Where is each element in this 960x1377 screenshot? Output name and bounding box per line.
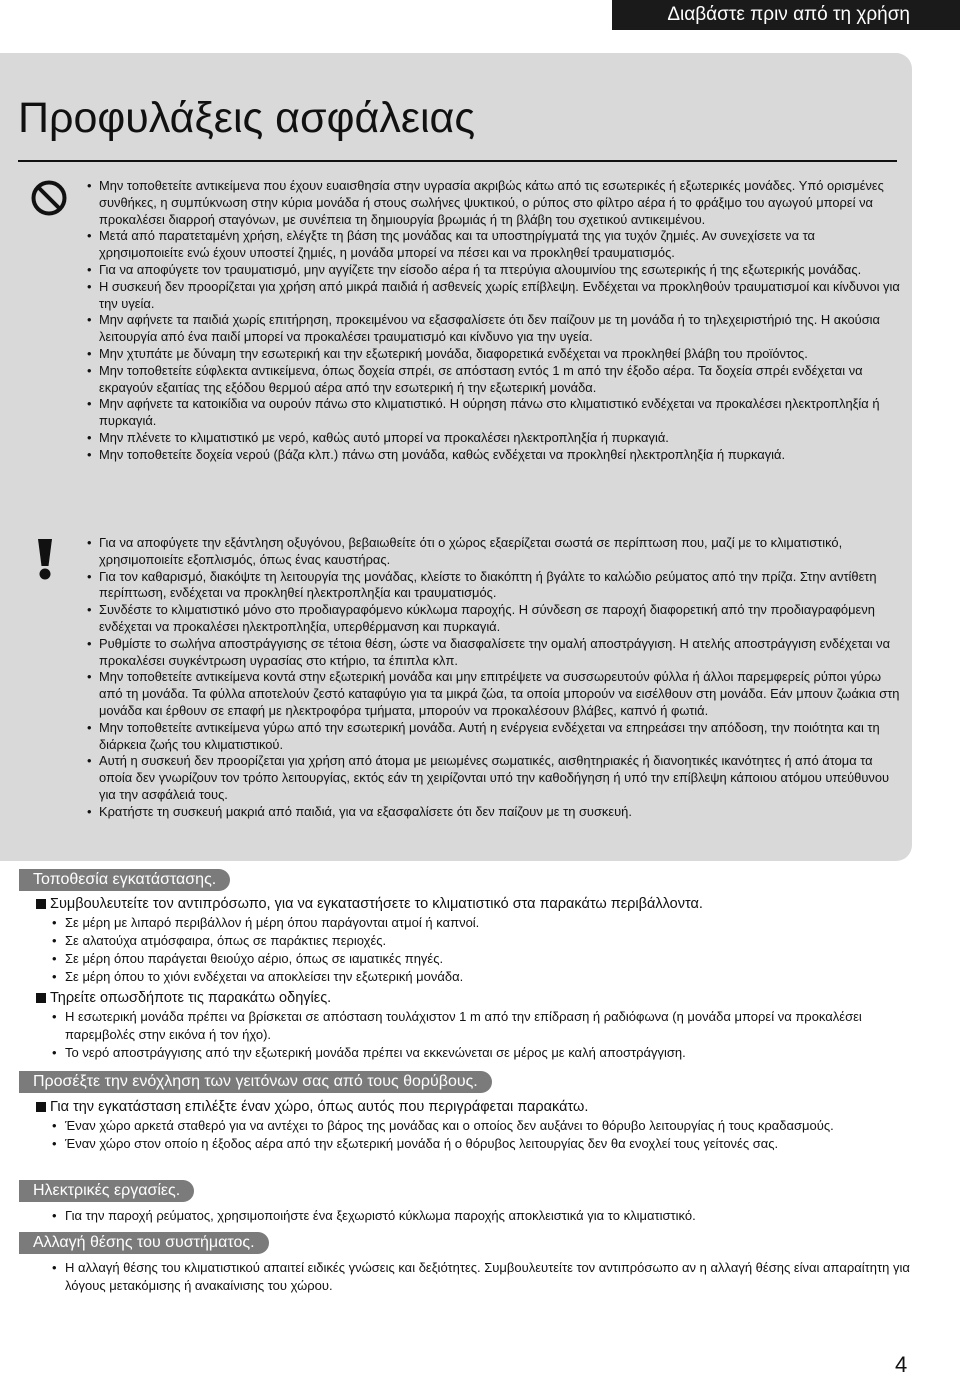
list-item: • Σε αλατούχα ατμόσφαιρα, όπως σε παράκτιες περιοχές. [52,932,912,950]
section-header-tab: Διαβάστε πριν από τη χρήση [612,0,960,30]
noise-choose-note: Για την εγκατάσταση επιλέξτε έναν χώρο, όπως αυτός που περιγράφεται παρακάτω. [36,1098,588,1116]
list-item: • Μην τοποθετείτε εύφλεκτα αντικείμενα, όπως δοχεία σπρέι, σε απόσταση εντός 1 m από την έξοδο αέρα. Τα δοχεία σπρέι ενδέχεται να εκραγούν εξαιτίας της εξόδου θερμού αέρα από την εσωτερική ή την εξωτερική μονάδα. [85,363,900,397]
installation-environment-list [52,914,912,986]
list-item: • Για την παροχή ρεύματος, χρησιμοποιήστε ένα ξεχωριστό κύκλωμα παροχής αποκλειστικά για το κλιματιστικό. [52,1207,912,1225]
list-item: • Η εσωτερική μονάδα πρέπει να βρίσκεται σε απόσταση τουλάχιστον 1 m από την επίδραση ή ραδιόφωνα (η μονάδα μπορεί να προκαλέσει παρεμβολές στην εικόνα ή τον ήχο). [52,1008,912,1044]
relocation-list [52,1259,912,1295]
list-item: • Ρυθμίστε το σωλήνα αποστράγγισης σε τέτοια θέση, ώστε να διασφαλίσετε την ομαλή αποστράγγιση. Η ατελής αποστράγγιση ενδέχεται να προκαλέσει συγκέντρωση υγρασίας στο κτήριο, τα έπιπλα κλπ. [85,636,900,670]
prohibition-icon [31,180,67,216]
electrical-heading: Ηλεκτρικές εργασίες. [19,1180,194,1202]
list-item: • Για να αποφύγετε την εξάντληση οξυγόνου, βεβαιωθείτε ότι ο χώρος εξαερίζεται σωστά σε περίπτωση που, μαζί με το κλιματιστικό, χρησιμοποιείτε εξοπλισμός, όπως ένας καυστήρας. [85,535,900,569]
list-item: • Μην χτυπάτε με δύναμη την εσωτερική και την εξωτερική μονάδα, διαφορετικά ενδέχεται να προκληθεί βλάβη του προϊόντος. [85,346,900,363]
list-item: • Σε μέρη με λιπαρό περιβάλλον ή μέρη όπου παράγονται ατμοί ή καπνοί. [52,914,912,932]
list-item: • Έναν χώρο αρκετά σταθερό για να αντέχει το βάρος της μονάδας και ο οποίος δεν αυξάνει το θόρυβο λειτουργίας ή τους κραδασμούς. [52,1117,912,1135]
electrical-list [52,1207,912,1225]
page-number: 4 [895,1352,908,1377]
list-item: • Μετά από παρατεταμένη χρήση, ελέγξτε τη βάση της μονάδας και τα υποστηρίγματά της για τυχόν ζημιές. Αν συνεχίσετε να τα χρησιμοποιείτε ενώ έχουν υποστεί ζημιές, η μονάδα μπορεί να πέσει και να προκληθεί τραυματισμός. [85,228,900,262]
list-item: • Μην αφήνετε τα παιδιά χωρίς επιτήρηση, προκειμένου να εξασφαλίσετε ότι δεν παίζουν με τη μονάδα ή το τηλεχειριστήριό της. Η ακούσια λειτουργία από ένα παιδί μπορεί να προκαλέσει τραυματισμό και κίνδυνο για την υγεία. [85,312,900,346]
list-item: • Η αλλαγή θέσης του κλιματιστικού απαιτεί ειδικές γνώσεις και δεξιότητες. Συμβουλευτείτε τον αντιπρόσωπο αν η αλλαγή θέσης είναι απαραίτητη για λόγους μετακόμισης ή ανακαίνισης του χώρου. [52,1259,912,1295]
noise-list [52,1117,912,1153]
noise-heading: Προσέξτε την ενόχληση των γειτόνων σας από τους θορύβους. [19,1071,492,1093]
installation-consult-note: Συμβουλευτείτε τον αντιπρόσωπο, για να εγκαταστήσετε το κλιματιστικό στα παρακάτω περιβάλλοντα. [36,895,703,913]
page-title: Προφυλάξεις ασφάλειας [18,94,476,142]
mandatory-list [85,535,900,821]
installation-instruction-list [52,1008,912,1062]
exclamation-icon [25,537,65,581]
installation-observe-note: Τηρείτε οπωσδήποτε τις παρακάτω οδηγίες. [36,989,331,1007]
list-item: • Μην τοποθετείτε αντικείμενα που έχουν ευαισθησία στην υγρασία ακριβώς κάτω από τις εσωτερικές ή εξωτερικές μονάδες. Υπό ορισμένες συνθήκες, η συμπύκνωση στην κύρια μονάδα ή στους σωλήνες ψυκτικού, ο ρύπος στο φίλτρο αέρα ή το φράξιμο του αγωγού μπορεί να προκαλέσει διαρροή σταγόνων, με συνέπεια τη δημιουργία βρωμιάς ή τη βλάβη του σχετικού αντικειμένου. [85,178,900,228]
list-item: • Μην πλένετε το κλιματιστικό με νερό, καθώς αυτό μπορεί να προκαλέσει ηλεκτροπληξία ή πυρκαγιά. [85,430,900,447]
list-item: • Κρατήστε τη συσκευή μακριά από παιδιά, για να εξασφαλίσετε ότι δεν παίζουν με τη συσκευή. [85,804,900,821]
list-item: • Μην τοποθετείτε αντικείμενα γύρω από την εσωτερική μονάδα. Αυτή η ενέργεια ενδέχεται να επηρεάσει την απόδοση, την ποιότητα και τη διάρκεια ζωής του κλιματιστικού. [85,720,900,754]
title-divider [18,160,897,162]
list-item: • Σε μέρη όπου παράγεται θειούχο αέριο, όπως σε ιαματικές πηγές. [52,950,912,968]
prohibition-list [85,178,900,464]
list-item: • Συνδέστε το κλιματιστικό μόνο στο προδιαγραφόμενο κύκλωμα παροχής. Η σύνδεση σε παροχή διαφορετική από την προδιαγραφόμενη ενδέχεται να προκαλέσει ηλεκτροπληξία, υπερθέρμανση και πυρκαγιά. [85,602,900,636]
list-item: • Η συσκευή δεν προορίζεται για χρήση από μικρά παιδιά ή ασθενείς χωρίς επίβλεψη. Ενδέχεται να προκληθούν τραυματισμοί και κίνδυνοι για την υγεία. [85,279,900,313]
list-item: • Μην τοποθετείτε δοχεία νερού (βάζα κλπ.) πάνω στη μονάδα, καθώς ενδέχεται να προκληθεί ηλεκτροπληξία ή πυρκαγιά. [85,447,900,464]
list-item: • Για τον καθαρισμό, διακόψτε τη λειτουργία της μονάδας, κλείστε το διακόπτη ή βγάλτε το καλώδιο ρεύματος από την πρίζα. Στην αντίθετη περίπτωση, ενδέχεται να προκληθεί ηλεκτροπληξία και τραυματισμός. [85,569,900,603]
list-item: • Για να αποφύγετε τον τραυματισμό, μην αγγίζετε την είσοδο αέρα ή τα πτερύγια αλουμινίου της εσωτερικής ή της εξωτερικής μονάδας. [85,262,900,279]
list-item: • Σε μέρη όπου το χιόνι ενδέχεται να αποκλείσει την εξωτερική μονάδα. [52,968,912,986]
list-item: • Έναν χώρο στον οποίο η έξοδος αέρα από την εξωτερική μονάδα ή ο θόρυβος λειτουργίας δεν θα ενοχλεί τους γείτονές σας. [52,1135,912,1153]
list-item: • Μην αφήνετε τα κατοικίδια να ουρούν πάνω στο κλιματιστικό. Η ούρηση πάνω στο κλιματιστικό ενδέχεται να προκαλέσει ηλεκτροπληξία ή πυρκαγιά. [85,396,900,430]
installation-heading: Τοποθεσία εγκατάστασης. [19,869,230,891]
relocation-heading: Αλλαγή θέσης του συστήματος. [19,1232,269,1254]
list-item: • Το νερό αποστράγγισης από την εξωτερική μονάδα πρέπει να εκκενώνεται σε μέρος με καλή αποστράγγιση. [52,1044,912,1062]
list-item: • Αυτή η συσκευή δεν προορίζεται για χρήση από άτομα με μειωμένες σωματικές, αισθητηριακές ή διανοητικές ικανότητες ή από άτομα τα οποία δεν γνωρίζουν τον τρόπο λειτουργίας, εκτός εάν τη χειρίζονται υπό την καθοδήγηση ή υπό την επίβλεψη κάποιου ατόμου υπεύθυνου για την ασφάλειά τους. [85,753,900,803]
list-item: • Μην τοποθετείτε αντικείμενα κοντά στην εξωτερική μονάδα και μην επιτρέψετε να συσσωρευτούν φύλλα ή άλλοι παρεμφερείς ρύποι γύρω από τη μονάδα. Τα φύλλα αποτελούν ζεστό καταφύγιο για τα μικρά ζώα, τα οποία μπορούν να εισέλθουν στη μονάδα. Εάν μπουν ζωάκια στη μονάδα και έρθουν σε επαφή με ηλεκτροφόρα τμήματα, μπορούν να προκαλέσουν βλάβες, καπνό ή φωτιά. [85,669,900,719]
